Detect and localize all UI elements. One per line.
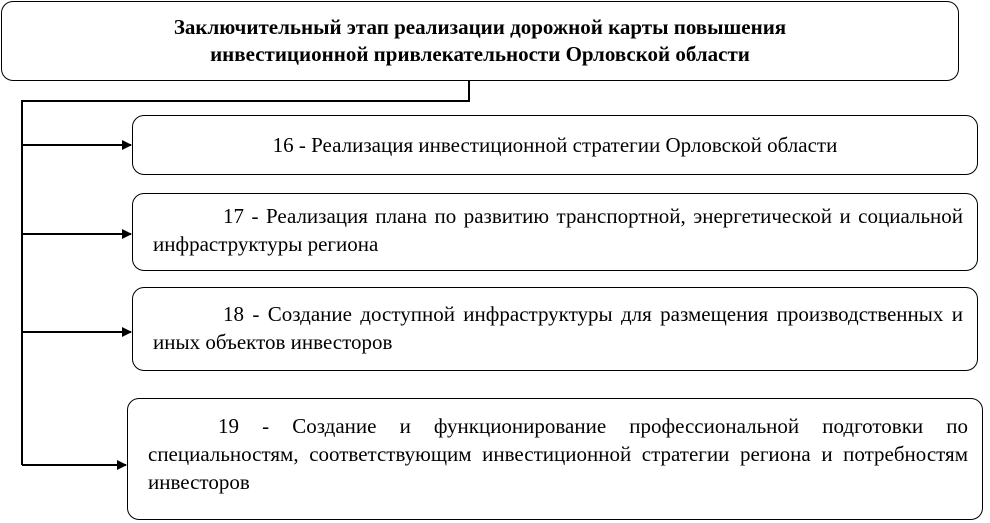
step-box-16 xyxy=(132,115,978,175)
title-line-1: Заключительный этап реализации дорожной карты повышения xyxy=(173,15,787,39)
step-text-17: 17 - Реализация плана по развитию транспортной, энергетической и социальной инфраструктуры региона xyxy=(153,204,963,256)
title-line-2: инвестиционной привлекательности Орловской области xyxy=(210,42,750,66)
step-box-19 xyxy=(127,398,983,520)
step-text-16: 16 - Реализация инвестиционной стратегии Орловской области xyxy=(272,133,838,157)
step-text-19: 19 - Создание и функционирование профессиональной подготовки по специальностям, соответствующим инвестиционной стратегии региона и потребностям инвесторов xyxy=(148,414,968,494)
diagram-title xyxy=(154,14,806,68)
title-box xyxy=(1,1,959,81)
step-box-18 xyxy=(132,287,978,371)
step-text-18: 18 - Создание доступной инфраструктуры для размещения производственных и иных объектов инвесторов xyxy=(153,302,963,354)
step-box-17 xyxy=(132,193,978,271)
